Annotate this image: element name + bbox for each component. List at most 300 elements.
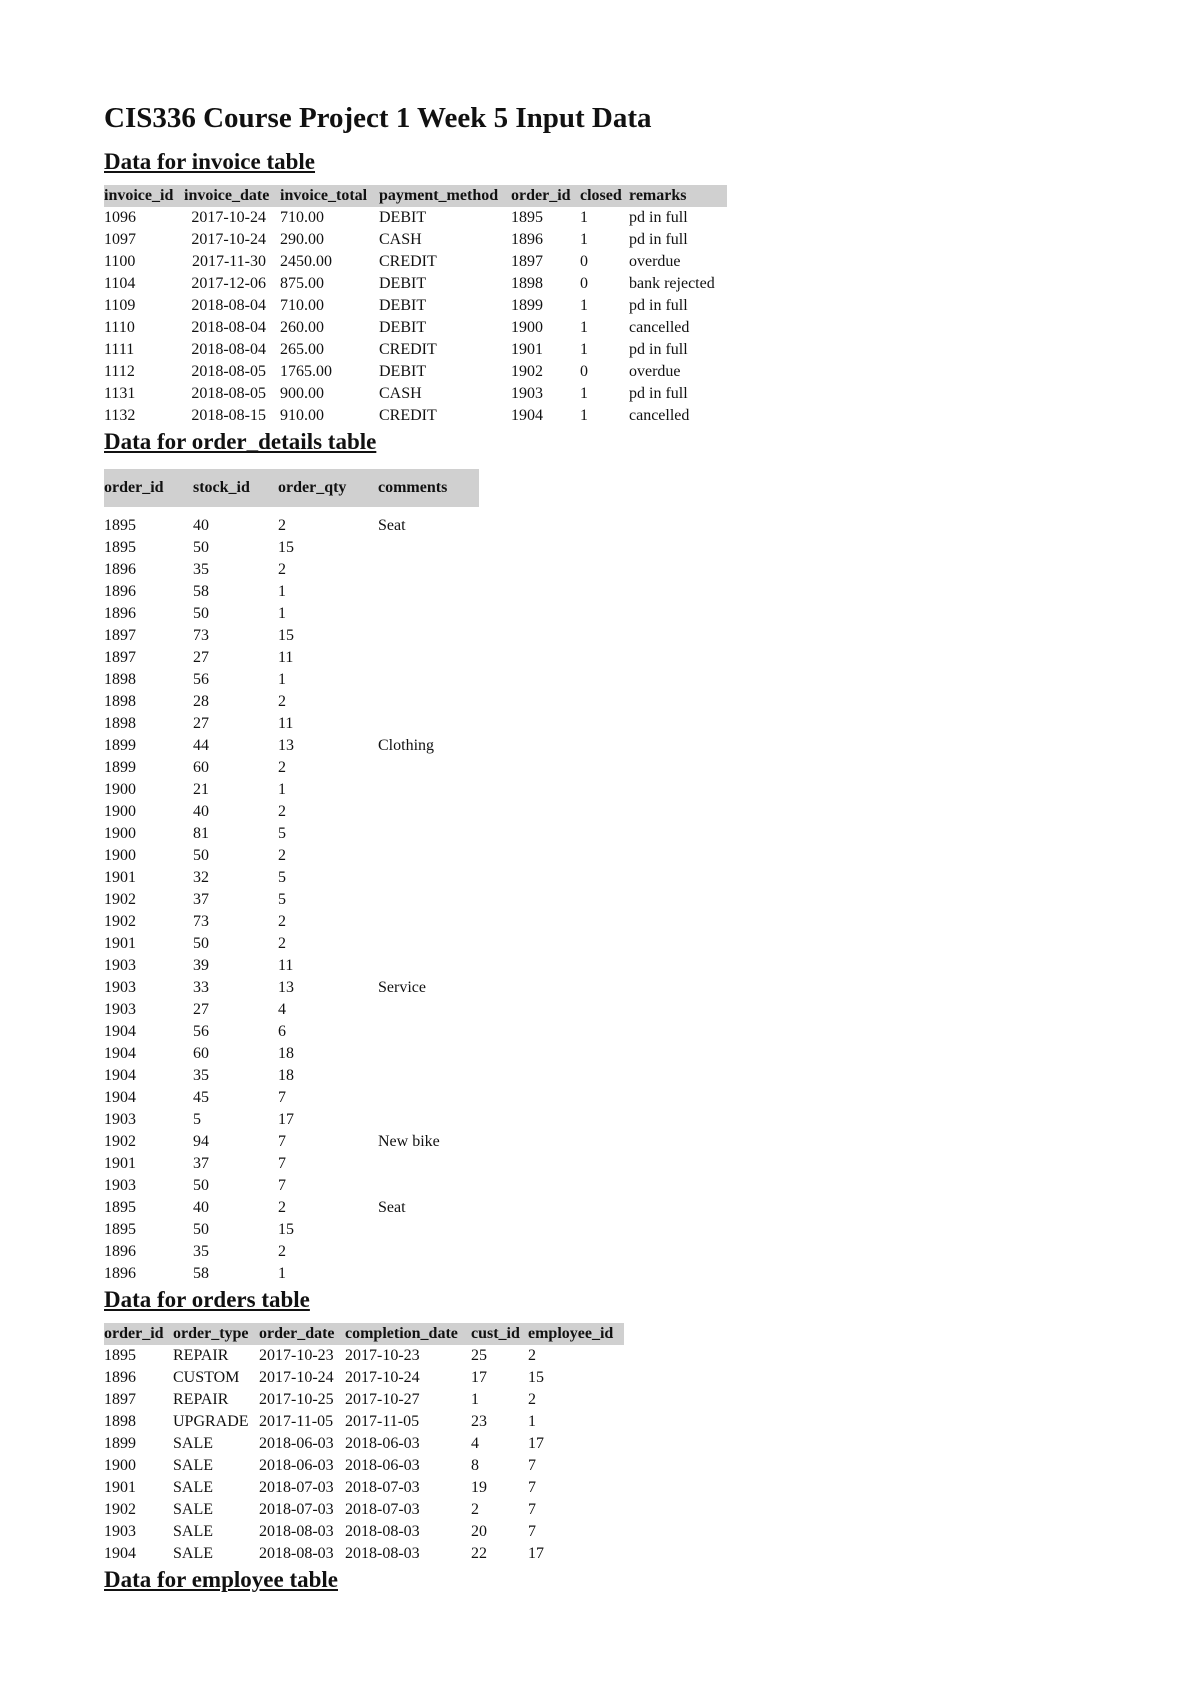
table-cell: 13 <box>278 737 294 754</box>
table-cell: 1900 <box>511 319 543 336</box>
table-cell: 1895 <box>104 1199 136 1216</box>
table-cell: 1 <box>580 231 588 248</box>
table-cell: 2018-06-03 <box>259 1457 334 1474</box>
table-cell: 37 <box>193 891 209 908</box>
table-cell: 1904 <box>104 1023 136 1040</box>
table-cell: 50 <box>193 1221 209 1238</box>
table-cell: 27 <box>193 715 209 732</box>
table-cell <box>378 779 479 801</box>
table-cell <box>378 603 479 625</box>
table-cell: 4 <box>471 1435 479 1452</box>
table-row <box>104 1043 479 1065</box>
column-header: order_type <box>173 1323 259 1345</box>
table-cell: 1902 <box>104 1133 136 1150</box>
table-cell: pd in full <box>629 209 688 226</box>
table-cell: 265.00 <box>280 341 324 358</box>
table-cell: 7 <box>278 1133 286 1150</box>
table-cell <box>378 867 479 889</box>
table-row <box>104 603 479 625</box>
column-header: invoice_id <box>104 185 184 207</box>
table-cell: 1897 <box>104 649 136 666</box>
table-cell: 290.00 <box>280 231 324 248</box>
table-cell: CREDIT <box>379 341 437 358</box>
table-cell: 2017-11-05 <box>259 1413 334 1430</box>
table-cell <box>378 669 479 691</box>
order-details-header-row <box>104 469 479 507</box>
table-cell: 2018-07-03 <box>345 1501 420 1518</box>
table-row <box>104 889 479 911</box>
table-cell: 260.00 <box>280 319 324 336</box>
table-cell: 2017-10-24 <box>191 231 266 248</box>
table-row <box>104 251 727 273</box>
table-cell: CASH <box>379 231 422 248</box>
table-cell: 15 <box>278 1221 294 1238</box>
table-cell: 0 <box>580 275 588 292</box>
table-cell: 2 <box>278 561 286 578</box>
table-cell: 1 <box>278 671 286 688</box>
table-cell <box>378 581 479 603</box>
table-cell: bank rejected <box>629 275 715 292</box>
table-cell: 1900 <box>104 847 136 864</box>
table-row <box>104 273 727 295</box>
table-cell: 1112 <box>104 363 135 380</box>
table-cell: 17 <box>471 1369 487 1386</box>
column-header: comments <box>378 469 479 507</box>
table-cell: 1 <box>471 1391 479 1408</box>
table-cell: cancelled <box>629 319 690 336</box>
table-cell: 28 <box>193 693 209 710</box>
table-cell: 1904 <box>104 1045 136 1062</box>
table-cell: 15 <box>278 627 294 644</box>
table-cell: 2 <box>278 847 286 864</box>
table-cell: 1895 <box>104 1347 136 1364</box>
table-row <box>104 1219 479 1241</box>
table-row <box>104 757 479 779</box>
table-cell: 1899 <box>104 737 136 754</box>
table-row <box>104 339 727 361</box>
table-cell: 1900 <box>104 825 136 842</box>
table-cell: 94 <box>193 1133 209 1150</box>
table-cell: 7 <box>528 1479 536 1496</box>
table-cell: 900.00 <box>280 385 324 402</box>
table-cell <box>378 845 479 867</box>
table-cell: 1896 <box>104 605 136 622</box>
table-cell: 2 <box>528 1347 536 1364</box>
table-cell: 35 <box>193 561 209 578</box>
table-cell: 710.00 <box>280 209 324 226</box>
table-cell: 27 <box>193 1001 209 1018</box>
table-cell <box>378 999 479 1021</box>
table-cell: CASH <box>379 385 422 402</box>
table-cell: 7 <box>278 1089 286 1106</box>
table-cell: SALE <box>173 1435 213 1452</box>
table-cell: 1896 <box>104 1369 136 1386</box>
table-cell: SALE <box>173 1479 213 1496</box>
table-cell: 1895 <box>104 1221 136 1238</box>
table-row <box>104 1153 479 1175</box>
table-row <box>104 1411 624 1433</box>
table-cell: 0 <box>580 363 588 380</box>
table-cell <box>378 691 479 713</box>
table-cell: 1897 <box>104 627 136 644</box>
table-cell: 1 <box>580 319 588 336</box>
table-row <box>104 295 727 317</box>
table-cell: 7 <box>278 1177 286 1194</box>
table-cell: SALE <box>173 1545 213 1562</box>
invoice-body <box>104 207 727 427</box>
column-header: invoice_total <box>280 185 379 207</box>
table-cell: 18 <box>278 1045 294 1062</box>
orders-table <box>104 1323 624 1565</box>
table-row <box>104 1499 624 1521</box>
table-cell: 2018-08-03 <box>345 1523 420 1540</box>
table-cell: 11 <box>278 715 294 732</box>
order-details-table <box>104 469 479 1285</box>
table-cell: 50 <box>193 935 209 952</box>
orders-body <box>104 1345 624 1565</box>
table-cell: CUSTOM <box>173 1369 240 1386</box>
table-cell <box>378 647 479 669</box>
table-cell: 1895 <box>104 539 136 556</box>
table-cell: 50 <box>193 539 209 556</box>
table-cell: 40 <box>193 517 209 534</box>
table-cell: 2018-08-04 <box>191 341 266 358</box>
column-header: payment_method <box>379 185 511 207</box>
column-header: stock_id <box>193 469 278 507</box>
table-row <box>104 779 479 801</box>
table-cell: 17 <box>278 1111 294 1128</box>
table-cell: 1903 <box>511 385 543 402</box>
table-cell: 1110 <box>104 319 135 336</box>
table-cell <box>378 889 479 911</box>
table-row <box>104 977 479 999</box>
table-cell: 17 <box>528 1435 544 1452</box>
table-cell: 33 <box>193 979 209 996</box>
table-cell: 20 <box>471 1523 487 1540</box>
table-cell: 710.00 <box>280 297 324 314</box>
table-cell <box>378 823 479 845</box>
employee-section-heading: Data for employee table <box>104 1567 338 1592</box>
table-row <box>104 1021 479 1043</box>
table-cell: 2018-08-03 <box>259 1545 334 1562</box>
table-cell <box>378 1043 479 1065</box>
table-cell: 2017-10-23 <box>259 1347 334 1364</box>
table-cell: 45 <box>193 1089 209 1106</box>
table-cell: 2 <box>278 803 286 820</box>
table-cell: Seat <box>378 1199 406 1216</box>
order-details-section-heading: Data for order_details table <box>104 429 377 454</box>
table-cell: DEBIT <box>379 209 427 226</box>
table-cell: 50 <box>193 1177 209 1194</box>
table-row <box>104 1263 479 1285</box>
table-row <box>104 647 479 669</box>
table-cell: 1903 <box>104 1177 136 1194</box>
table-cell: 5 <box>278 825 286 842</box>
table-cell: 73 <box>193 627 209 644</box>
table-row <box>104 999 479 1021</box>
table-cell: CREDIT <box>379 407 437 424</box>
table-row <box>104 1131 479 1153</box>
table-cell: Clothing <box>378 737 435 754</box>
table-row <box>104 625 479 647</box>
table-cell: SALE <box>173 1501 213 1518</box>
table-cell: 1896 <box>104 561 136 578</box>
table-cell: 1895 <box>511 209 543 226</box>
table-cell: 5 <box>278 891 286 908</box>
orders-section-heading: Data for orders table <box>104 1287 310 1312</box>
table-cell: Seat <box>378 517 406 534</box>
table-cell: 1903 <box>104 979 136 996</box>
table-cell: 1903 <box>104 1001 136 1018</box>
table-cell: 2017-10-24 <box>259 1369 334 1386</box>
table-cell: 2 <box>471 1501 479 1518</box>
table-cell: 1104 <box>104 275 136 292</box>
table-cell: 23 <box>471 1413 487 1430</box>
table-cell: 2450.00 <box>280 253 332 270</box>
column-header: invoice_date <box>184 185 280 207</box>
table-cell: CREDIT <box>379 253 437 270</box>
column-header: remarks <box>629 185 727 207</box>
table-cell: 11 <box>278 649 294 666</box>
table-cell: 6 <box>278 1023 286 1040</box>
column-header: order_id <box>104 1323 173 1345</box>
table-cell <box>378 1021 479 1043</box>
table-cell: 15 <box>528 1369 544 1386</box>
table-cell: 2017-10-24 <box>191 209 266 226</box>
table-cell: 1 <box>580 385 588 402</box>
table-cell: 2017-10-25 <box>259 1391 334 1408</box>
table-cell: 1903 <box>104 1523 136 1540</box>
table-cell: 2018-06-03 <box>259 1435 334 1452</box>
table-cell: 7 <box>278 1155 286 1172</box>
table-row <box>104 669 479 691</box>
table-cell: 2017-12-06 <box>191 275 266 292</box>
invoice-header-row <box>104 185 727 207</box>
table-cell: 7 <box>528 1501 536 1518</box>
table-cell: pd in full <box>629 297 688 314</box>
table-row <box>104 207 727 229</box>
table-cell: 1901 <box>104 935 136 952</box>
table-cell: 1896 <box>104 1243 136 1260</box>
table-cell: DEBIT <box>379 319 427 336</box>
table-cell: 2 <box>278 913 286 930</box>
table-cell: 2018-07-03 <box>345 1479 420 1496</box>
table-cell: 2 <box>528 1391 536 1408</box>
table-cell: 18 <box>278 1067 294 1084</box>
table-cell: 27 <box>193 649 209 666</box>
table-cell <box>378 955 479 977</box>
table-row <box>104 911 479 933</box>
table-cell: 2018-06-03 <box>345 1457 420 1474</box>
table-cell: 1902 <box>104 913 136 930</box>
table-row <box>104 735 479 757</box>
table-cell: 13 <box>278 979 294 996</box>
table-cell: 1899 <box>511 297 543 314</box>
table-cell: 32 <box>193 869 209 886</box>
table-cell: 1904 <box>511 407 543 424</box>
table-cell: 1898 <box>104 693 136 710</box>
table-row <box>104 559 479 581</box>
table-cell: 2017-10-23 <box>345 1347 420 1364</box>
table-cell <box>378 1219 479 1241</box>
table-cell: 58 <box>193 1265 209 1282</box>
table-cell: Service <box>378 979 426 996</box>
table-cell: 1896 <box>104 583 136 600</box>
table-cell: 5 <box>278 869 286 886</box>
table-cell: 39 <box>193 957 209 974</box>
table-cell: 1902 <box>104 1501 136 1518</box>
table-cell: 1898 <box>511 275 543 292</box>
table-cell: 2017-11-30 <box>191 253 266 270</box>
table-cell: 2018-08-05 <box>191 363 266 380</box>
table-cell: cancelled <box>629 407 690 424</box>
table-cell: 1902 <box>511 363 543 380</box>
table-row <box>104 1065 479 1087</box>
table-cell: 1902 <box>104 891 136 908</box>
table-cell: 1 <box>580 407 588 424</box>
table-cell: 81 <box>193 825 209 842</box>
orders-header-row <box>104 1323 624 1345</box>
table-row <box>104 1087 479 1109</box>
table-cell: DEBIT <box>379 363 427 380</box>
table-row <box>104 713 479 735</box>
table-cell: 2017-11-05 <box>345 1413 420 1430</box>
table-cell: 50 <box>193 847 209 864</box>
column-header: order_id <box>104 469 193 507</box>
table-cell: 1904 <box>104 1545 136 1562</box>
table-cell: 5 <box>193 1111 201 1128</box>
table-cell: 1 <box>580 341 588 358</box>
table-cell: 1100 <box>104 253 136 270</box>
invoice-section-heading: Data for invoice table <box>104 149 316 174</box>
table-row <box>104 1455 624 1477</box>
table-cell: 1 <box>278 583 286 600</box>
table-cell: SALE <box>173 1523 213 1540</box>
table-row <box>104 845 479 867</box>
table-cell: 1899 <box>104 1435 136 1452</box>
table-cell: 1904 <box>104 1067 136 1084</box>
table-row <box>104 1543 624 1565</box>
table-cell: 40 <box>193 803 209 820</box>
table-cell: 1901 <box>104 1479 136 1496</box>
table-cell: SALE <box>173 1457 213 1474</box>
table-cell: 1896 <box>104 1265 136 1282</box>
table-cell <box>378 911 479 933</box>
table-cell: 2 <box>278 693 286 710</box>
table-cell: 1897 <box>511 253 543 270</box>
table-cell: pd in full <box>629 341 688 358</box>
column-header: order_id <box>511 185 580 207</box>
table-cell: 7 <box>528 1457 536 1474</box>
table-cell: 2 <box>278 1243 286 1260</box>
table-cell: 1 <box>278 1265 286 1282</box>
table-cell <box>378 801 479 823</box>
table-cell: DEBIT <box>379 275 427 292</box>
table-row <box>104 933 479 955</box>
table-cell: 1896 <box>511 231 543 248</box>
table-row <box>104 383 727 405</box>
table-row <box>104 867 479 889</box>
table-cell: 1 <box>580 209 588 226</box>
table-row <box>104 515 479 537</box>
table-row <box>104 1367 624 1389</box>
table-cell: UPGRADE <box>173 1413 249 1430</box>
table-cell: 4 <box>278 1001 286 1018</box>
column-header: employee_id <box>528 1323 624 1345</box>
table-cell: 56 <box>193 671 209 688</box>
table-cell: 1132 <box>104 407 136 424</box>
table-cell <box>378 1263 479 1285</box>
table-cell: 0 <box>580 253 588 270</box>
table-row <box>104 581 479 603</box>
table-cell: pd in full <box>629 385 688 402</box>
table-row <box>104 1477 624 1499</box>
table-cell <box>378 1065 479 1087</box>
table-cell: 1109 <box>104 297 136 314</box>
table-cell <box>378 625 479 647</box>
table-cell: 2018-08-03 <box>259 1523 334 1540</box>
table-cell: 25 <box>471 1347 487 1364</box>
column-header: order_date <box>259 1323 345 1345</box>
table-cell <box>378 757 479 779</box>
table-cell: DEBIT <box>379 297 427 314</box>
table-cell: overdue <box>629 363 681 380</box>
table-cell <box>378 713 479 735</box>
table-row <box>104 1175 479 1197</box>
table-cell: 60 <box>193 1045 209 1062</box>
column-header: closed <box>580 185 629 207</box>
table-row <box>104 823 479 845</box>
table-cell: 35 <box>193 1067 209 1084</box>
table-cell: 2 <box>278 935 286 952</box>
table-cell: 1903 <box>104 1111 136 1128</box>
table-cell: 15 <box>278 539 294 556</box>
table-cell: REPAIR <box>173 1347 229 1364</box>
table-cell <box>378 1175 479 1197</box>
table-cell: 37 <box>193 1155 209 1172</box>
table-cell: 1 <box>278 605 286 622</box>
table-row <box>104 1345 624 1367</box>
table-row <box>104 801 479 823</box>
table-cell: 1898 <box>104 715 136 732</box>
table-cell: 1096 <box>104 209 136 226</box>
table-row <box>104 229 727 251</box>
table-cell: 2018-08-03 <box>345 1545 420 1562</box>
page-title: CIS336 Course Project 1 Week 5 Input Data <box>104 102 652 134</box>
table-row <box>104 955 479 977</box>
table-cell: 2018-08-04 <box>191 297 266 314</box>
table-row <box>104 317 727 339</box>
table-cell: 2 <box>278 1199 286 1216</box>
table-row <box>104 1197 479 1219</box>
table-row <box>104 537 479 559</box>
invoice-table <box>104 185 727 427</box>
table-cell: 2018-08-15 <box>191 407 266 424</box>
table-cell: 2 <box>278 517 286 534</box>
table-cell: 44 <box>193 737 209 754</box>
table-cell: 1898 <box>104 671 136 688</box>
table-cell: 910.00 <box>280 407 324 424</box>
table-row <box>104 1521 624 1543</box>
table-cell: 1900 <box>104 1457 136 1474</box>
table-cell: 2018-08-04 <box>191 319 266 336</box>
table-cell: 1901 <box>104 1155 136 1172</box>
table-cell: 2018-08-05 <box>191 385 266 402</box>
table-cell: REPAIR <box>173 1391 229 1408</box>
table-cell: 1900 <box>104 803 136 820</box>
table-cell: 1901 <box>511 341 543 358</box>
table-cell <box>378 1153 479 1175</box>
